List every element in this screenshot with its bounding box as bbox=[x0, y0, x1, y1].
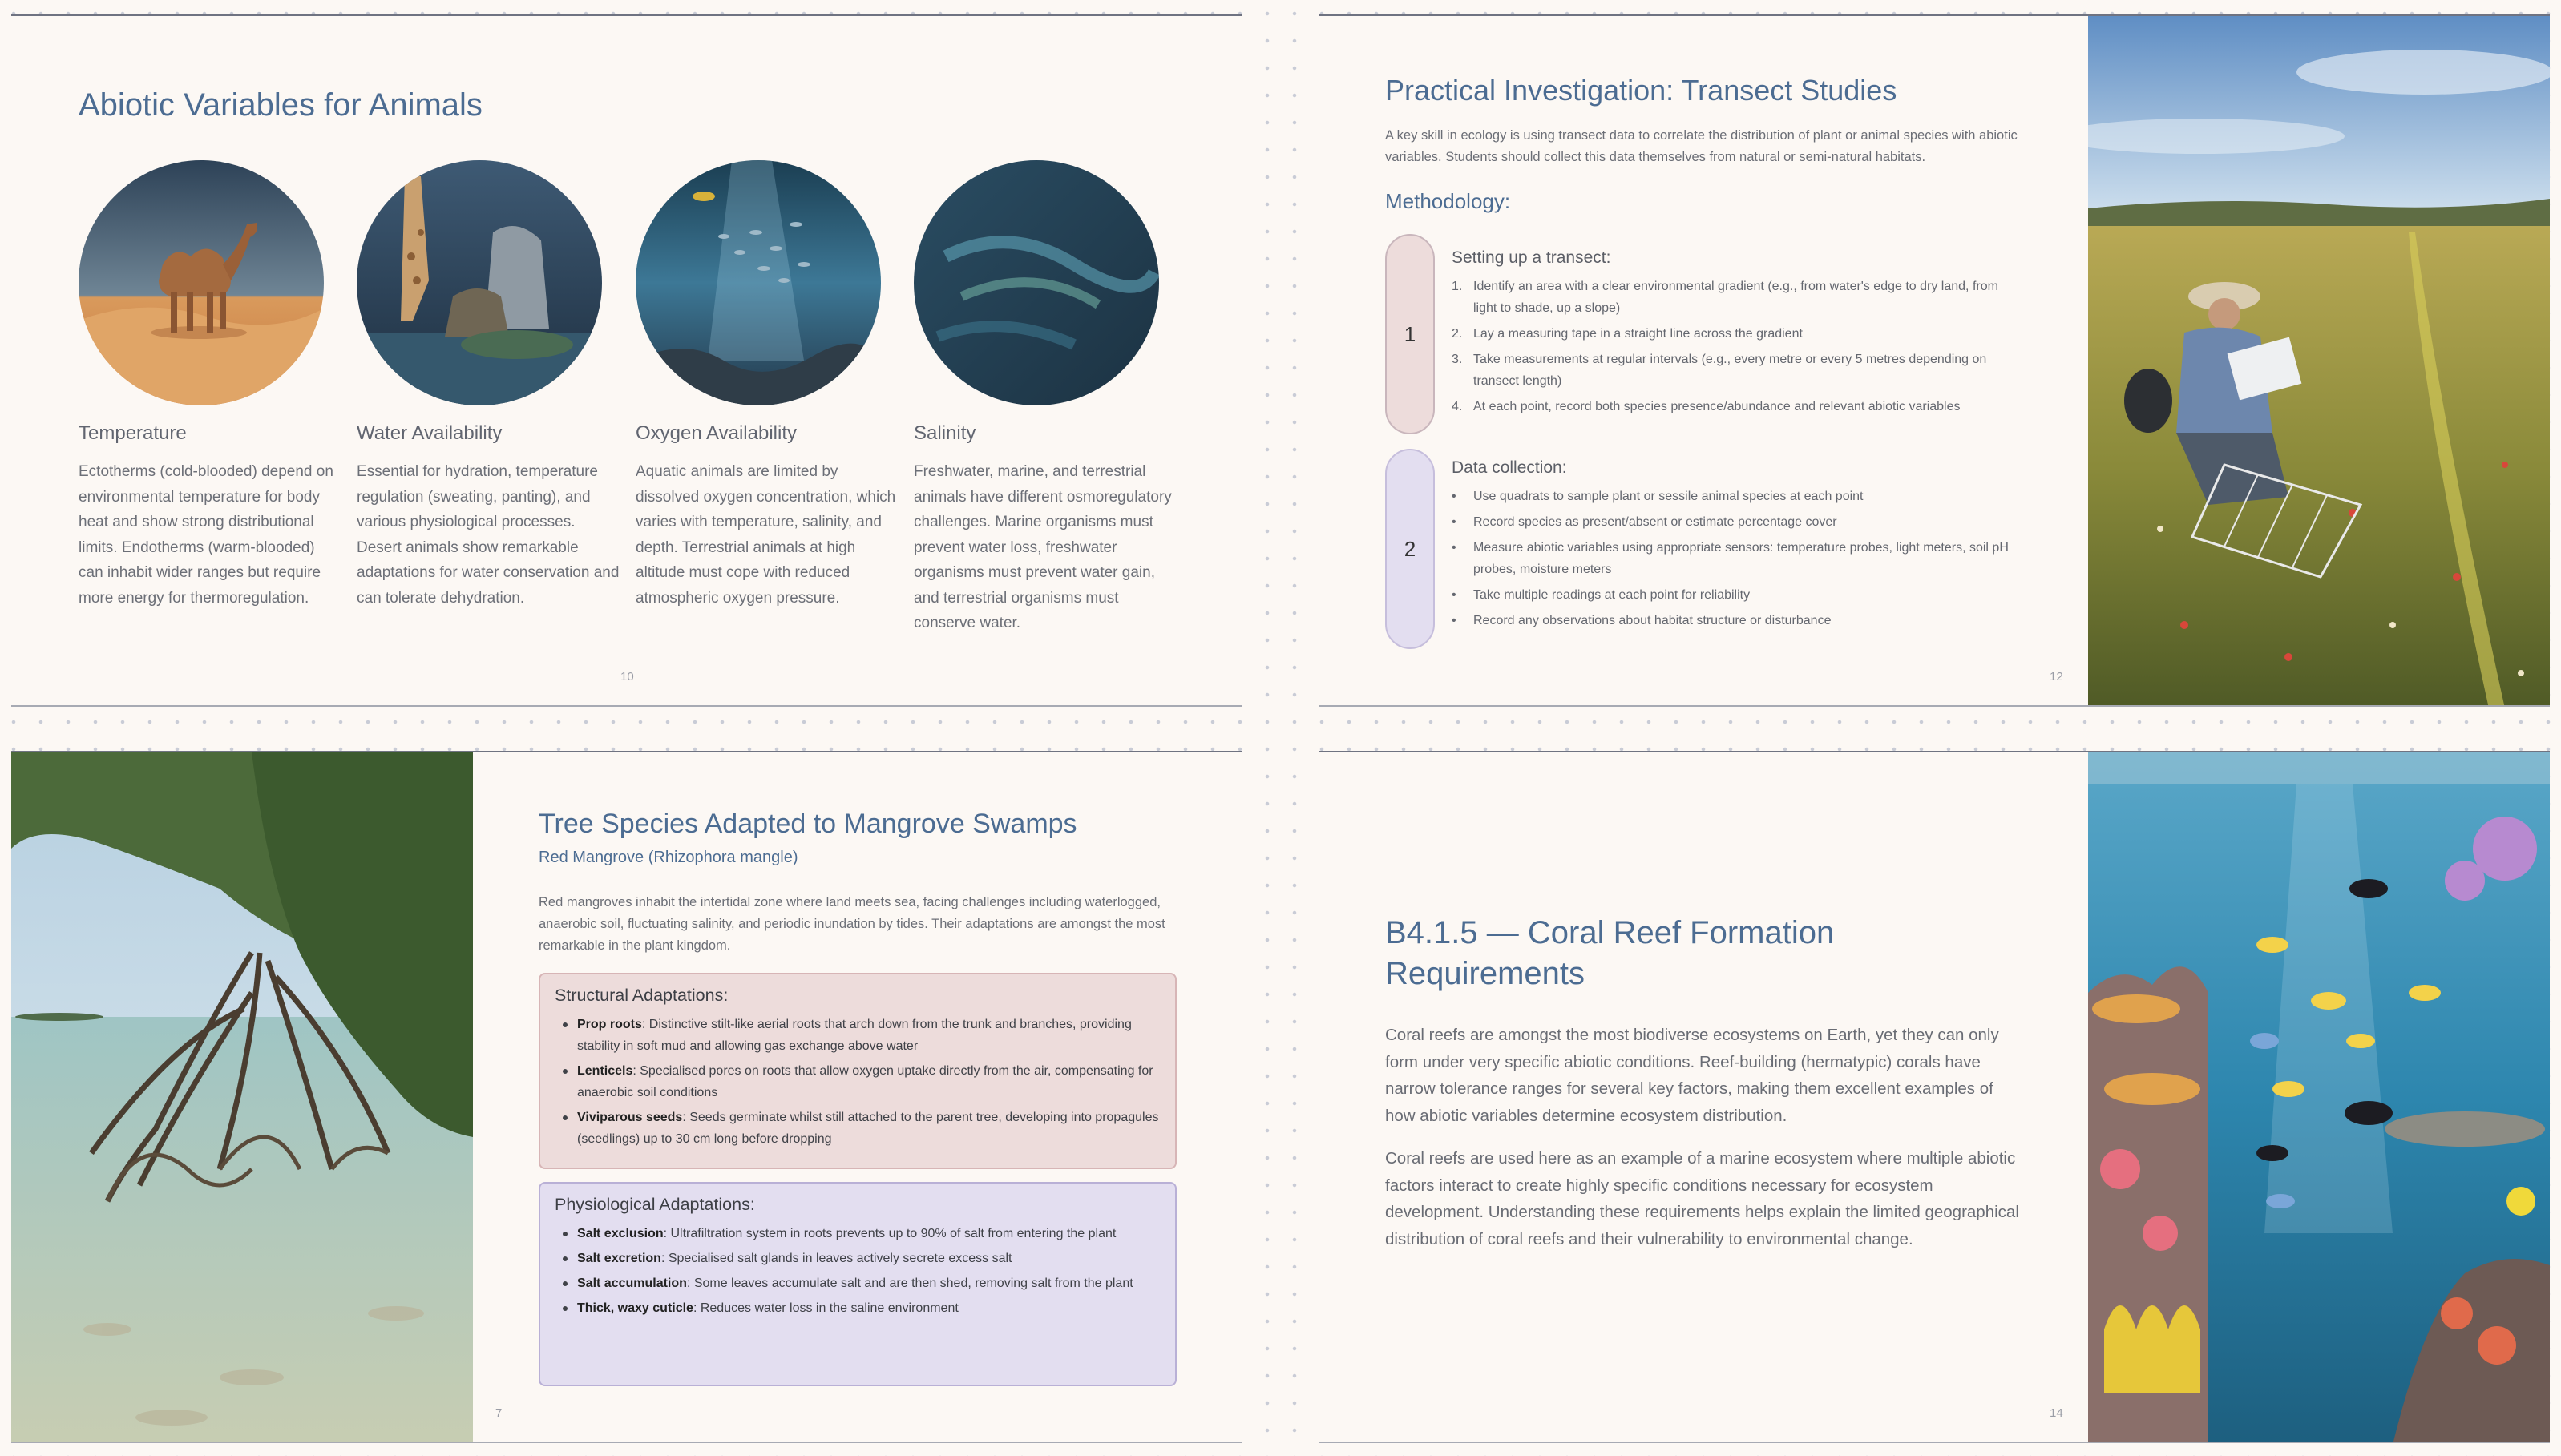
slide-transect-studies[interactable] bbox=[1319, 14, 2550, 707]
list-item: Salt exclusion: Ultrafiltration system in roots prevents up to 90% of salt from entering the plant bbox=[561, 1223, 1161, 1244]
paragraph-1: Coral reefs are amongst the most biodiverse ecosystems on Earth, yet they can only form under very specific abiotic conditions. Reef-building (hermatypic) corals have narrow tolerance ranges for several key factors, making them excellent examples of how abiotic variables determine ecosystem distribution. bbox=[1385, 1026, 1999, 1125]
slide-subtitle: Red Mangrove (Rhizophora mangle) bbox=[539, 849, 798, 866]
list-item: • Record species as present/absent or estimate percentage cover bbox=[1452, 515, 1837, 529]
column-text-oxygen: Aquatic animals are limited by dissolved oxygen concentration, which varies with temperature, salinity, and depth. Terrestrial animals at high altitude must cope with reduced atmospheric oxygen pressure. bbox=[636, 463, 896, 607]
salinity-water-image bbox=[914, 160, 1159, 405]
camel-desert-image bbox=[79, 160, 324, 405]
step-title-data-collection: Data collection: bbox=[1452, 458, 1567, 477]
slide-title: Tree Species Adapted to Mangrove Swamps bbox=[539, 809, 1077, 839]
slide-title: Abiotic Variables for Animals bbox=[79, 87, 483, 123]
box-title: Structural Adaptations: bbox=[555, 986, 729, 1005]
intro-text: Red mangroves inhabit the intertidal zone where land meets sea, facing challenges including waterlogged, anaerobic soil, fluctuating salinity, and periodic inundation by tides. Their adaptations are amongst the most remarkable in the plant kingdom. bbox=[539, 895, 1165, 953]
mangrove-photo bbox=[11, 752, 473, 1443]
slide-coral-reef[interactable] bbox=[1319, 751, 2550, 1443]
list-item: Lenticels: Specialised pores on roots that allow oxygen uptake directly from the air, compensating for anaerobic soil conditions bbox=[561, 1060, 1161, 1103]
column-text-water: Essential for hydration, temperature regulation (sweating, panting), and various physiological processes. Desert animals show remarkable adaptations for water conservation and can tolerate dehydration. bbox=[357, 463, 620, 607]
column-heading-oxygen: Oxygen Availability bbox=[636, 422, 797, 444]
page-number: 12 bbox=[2050, 670, 2063, 684]
list-item: Viviparous seeds: Seeds germinate whilst still attached to the parent tree, developing into propagules (seedlings) up to 30 cm long before dropping bbox=[561, 1107, 1161, 1150]
list-item: • Record any observations about habitat structure or disturbance bbox=[1452, 614, 1832, 627]
list-item: 2. Lay a measuring tape in a straight line across the gradient bbox=[1452, 327, 1803, 341]
paragraph-2: Coral reefs are used here as an example of a marine ecosystem where multiple abiotic factors interact to create highly specific conditions necessary for ecosystem development. Understanding these requirements helps explain the limited geographical distribution of coral reefs and their vulnerability to environmental change. bbox=[1385, 1149, 2019, 1248]
list-item: Salt excretion: Specialised salt glands in leaves actively secrete excess salt bbox=[561, 1248, 1161, 1269]
slide-title: Practical Investigation: Transect Studies bbox=[1385, 74, 1897, 107]
box-title: Physiological Adaptations: bbox=[555, 1195, 755, 1214]
coral-reef-photo bbox=[2088, 752, 2550, 1443]
list-item: • Measure abiotic variables using appropriate sensors: temperature probes, light meters, soil pH probes, moisture meters bbox=[1452, 541, 2009, 576]
intro-text: A key skill in ecology is using transect data to correlate the distribution of plant or animal species with abiotic variables. Students should collect this data themselves from natural or semi-natural habitats. bbox=[1385, 128, 2018, 164]
list-item: Thick, waxy cuticle: Reduces water loss in the saline environment bbox=[561, 1297, 1161, 1319]
page-number: 14 bbox=[2050, 1406, 2063, 1420]
structural-adaptations-box bbox=[539, 973, 1177, 1169]
fish-reef-image bbox=[636, 160, 881, 405]
column-heading-salinity: Salinity bbox=[914, 422, 976, 444]
column-text-salinity: Freshwater, marine, and terrestrial animals have different osmoregulatory challenges. Marine organisms must prevent water loss, freshwater organisms must prevent water gain, and terrestrial organisms must conserve water. bbox=[914, 463, 1172, 631]
page-number: 7 bbox=[495, 1406, 503, 1420]
slide-mangrove-adaptations[interactable] bbox=[11, 751, 1242, 1443]
meadow-fieldwork-photo bbox=[2088, 16, 2550, 707]
step-badge-1: 1 bbox=[1385, 234, 1435, 434]
step-badge-2: 2 bbox=[1385, 449, 1435, 649]
list-item: Prop roots: Distinctive stilt-like aerial roots that arch down from the trunk and branches, providing stability in soft mud and allowing gas exchange above water bbox=[561, 1014, 1161, 1057]
physiological-list bbox=[555, 1223, 1161, 1319]
column-heading-temperature: Temperature bbox=[79, 422, 187, 444]
list-item: 4. At each point, record both species presence/abundance and relevant abiotic variables bbox=[1452, 400, 1961, 413]
list-item: 1. Identify an area with a clear environmental gradient (e.g., from water's edge to dry land, from light to shade, up a slope) bbox=[1452, 280, 1998, 315]
giraffe-waterhole-image bbox=[357, 160, 602, 405]
list-item: • Use quadrats to sample plant or sessile animal species at each point bbox=[1452, 490, 1864, 503]
physiological-adaptations-box bbox=[539, 1182, 1177, 1386]
structural-list bbox=[555, 1014, 1161, 1150]
data-collection-list bbox=[1452, 486, 2013, 635]
methodology-heading: Methodology: bbox=[1385, 189, 1511, 213]
slide-title: B4.1.5 — Coral Reef Formation Requirements bbox=[1385, 915, 1835, 992]
column-text-temperature: Ectotherms (cold-blooded) depend on environmental temperature for body heat and show strong distributional limits. Endotherms (warm-blooded) can inhabit wider ranges but require more energy for thermoregulation. bbox=[79, 463, 333, 607]
list-item: • Take multiple readings at each point for reliability bbox=[1452, 588, 1751, 602]
setup-steps-list bbox=[1452, 276, 2013, 421]
step-title-setup: Setting up a transect: bbox=[1452, 248, 1611, 267]
slide-abiotic-variables[interactable] bbox=[11, 14, 1242, 707]
page-number: 10 bbox=[620, 670, 634, 684]
list-item: Salt accumulation: Some leaves accumulate salt and are then shed, removing salt from the plant bbox=[561, 1272, 1161, 1294]
column-heading-water: Water Availability bbox=[357, 422, 503, 444]
list-item: 3. Take measurements at regular intervals (e.g., every metre or every 5 metres depending on transect length) bbox=[1452, 353, 1987, 388]
